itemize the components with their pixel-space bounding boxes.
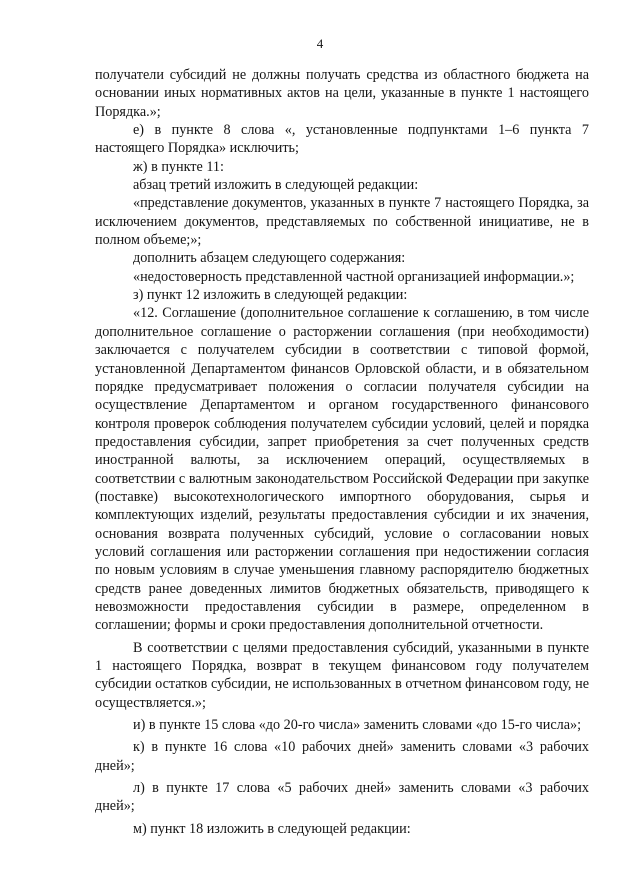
paragraph: «12. Соглашение (дополнительное соглашение к соглашению, в том числе дополнительное соглашение о расторжении соглашения (при необходимости) заключается с получателем субсидии в соответствии с типовой формой, установленной Департаментом финансов Орловской области, и в обязательном порядке предусматривает положения о согласии получателя субсидии на осуществление Департаментом и органом государственного финансового контроля проверок соблюдения получателем субсидии условий, целей и порядка предоставления субсидии, запрет приобретения за счет полученных средств иностранной валюты, за исключением операций, осуществляемых в соответствии с валютным законодательством Российской Федерации при закупке (поставке) высокотехнологического импортного оборудования, сырья и комплектующих изделий, результаты предоставления субсидии и их значения, основания возврата полученных субсидий, условие о согласовании новых условий соглашения или расторжении соглашения при недостижении согласия по новым условиям в случае уменьшения главному распорядителю бюджетных средств ранее доведенных лимитов бюджетных обязательств, приводящего к невозможности предоставления субсидии в размере, определенном в соглашении; формы и сроки предоставления дополнительной отчетности. — [95, 305, 589, 634]
paragraph: дополнить абзацем следующего содержания: — [133, 250, 406, 267]
paragraph: ж) в пункте 11: — [133, 158, 224, 175]
paragraph: к) в пункте 16 слова «10 рабочих дней» заменить словами «3 рабочих дней»; — [95, 739, 589, 774]
document-body — [95, 66, 589, 838]
paragraph: «недостоверность представленной частной организацией информации.»; — [133, 268, 575, 285]
paragraph: м) пункт 18 изложить в следующей редакции: — [133, 820, 411, 837]
paragraph: абзац третий изложить в следующей редакции: — [133, 177, 419, 194]
paragraph: л) в пункте 17 слова «5 рабочих дней» заменить словами «3 рабочих дней»; — [95, 780, 589, 815]
paragraph: получатели субсидий не должны получать средства из областного бюджета на основании иных нормативных актов на цели, указанные в пункте 1 настоящего Порядка.»; — [95, 67, 589, 120]
paragraph: е) в пункте 8 слова «, установленные подпунктами 1–6 пункта 7 настоящего Порядка» исключить; — [95, 122, 589, 157]
paragraph: В соответствии с целями предоставления субсидий, указанными в пункте 1 настоящего Порядка, возврат в текущем финансовом году получателем субсидии остатков субсидии, не использованных в отчетном финансовом году, не осуществляется.»; — [95, 639, 589, 711]
paragraph: и) в пункте 15 слова «до 20-го числа» заменить словами «до 15-го числа»; — [133, 717, 582, 734]
paragraph: з) пункт 12 изложить в следующей редакции: — [133, 287, 408, 304]
paragraph: «представление документов, указанных в пункте 7 настоящего Порядка, за исключением документов, представляемых по собственной инициативе, не в полном объеме;»; — [95, 195, 589, 249]
page-number: 4 — [316, 36, 324, 51]
